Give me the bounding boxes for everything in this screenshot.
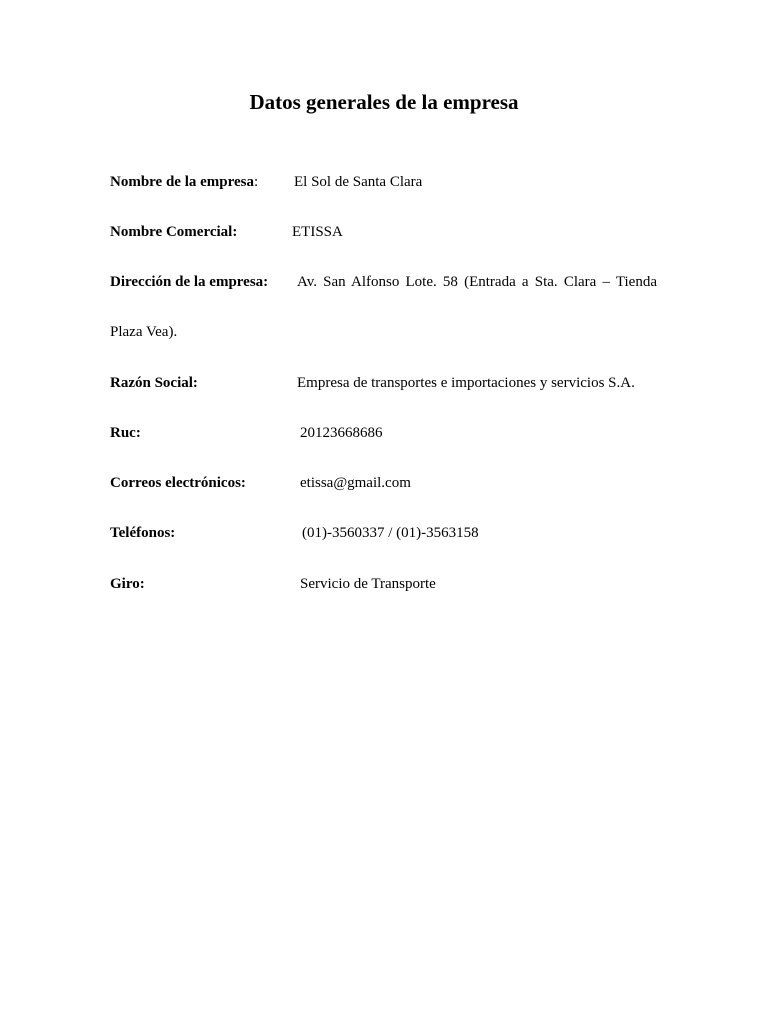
ruc-value: 20123668686 <box>300 425 383 441</box>
field-label <box>110 172 258 192</box>
direccion-value-line2: Plaza Vea). <box>110 324 178 340</box>
correos-value: etissa@gmail.com <box>300 475 411 491</box>
razon-social-value: Empresa de transportes e importaciones y servicios S.A. <box>297 375 635 391</box>
giro-value: Servicio de Transporte <box>300 576 436 592</box>
field-nombre-empresa <box>110 172 670 192</box>
field-nombre-comercial <box>110 222 670 242</box>
direccion-value-line1: Av. San Alfonso Lote. 58 (Entrada a Sta. Clara – Tienda <box>297 274 657 290</box>
field-ruc <box>110 423 670 443</box>
nombre-empresa-label: Nombre de la empresa <box>110 174 255 190</box>
giro-label: Giro: <box>110 576 145 592</box>
telefonos-value: (01)-3560337 / (01)-3563158 <box>302 525 479 541</box>
ruc-label: Ruc: <box>110 425 141 441</box>
correos-label: Correos electrónicos: <box>110 475 246 491</box>
page-title: Datos generales de la empresa <box>249 90 519 114</box>
label-colon: : <box>254 174 259 190</box>
nombre-comercial-value: ETISSA <box>292 224 343 240</box>
field-telefonos <box>110 523 670 543</box>
field-correos <box>110 473 670 493</box>
telefonos-label: Teléfonos: <box>110 525 176 541</box>
nombre-empresa-value: El Sol de Santa Clara <box>294 174 423 190</box>
field-razon-social <box>110 373 670 393</box>
field-giro <box>110 574 670 594</box>
razon-social-label: Razón Social: <box>110 375 198 391</box>
direccion-label: Dirección de la empresa: <box>110 274 269 290</box>
nombre-comercial-label: Nombre Comercial: <box>110 224 238 240</box>
